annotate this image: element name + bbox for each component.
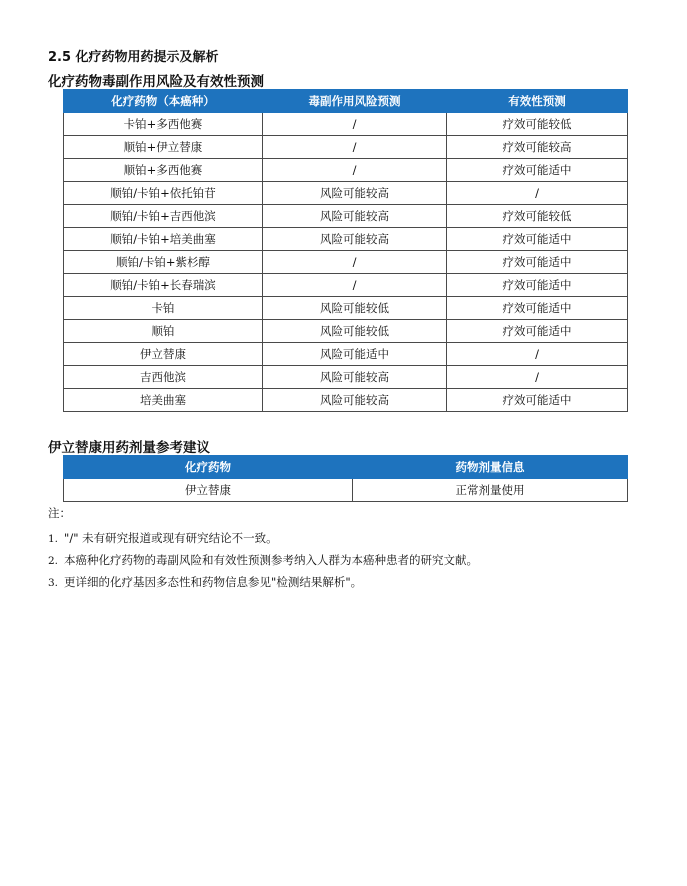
column-header-drug: 化疗药物（本癌种） <box>64 90 263 113</box>
column-header-drug: 化疗药物 <box>64 456 353 479</box>
efficacy-cell: 疗效可能适中 <box>447 320 628 343</box>
table-row <box>64 389 628 412</box>
table-row <box>64 205 628 228</box>
column-header-dose-info: 药物剂量信息 <box>353 456 628 479</box>
table1-title: 化疗药物毒副作用风险及有效性预测 <box>48 74 264 90</box>
table-row <box>64 251 628 274</box>
table-row <box>64 320 628 343</box>
table-row <box>64 297 628 320</box>
drug-cell: 顺铂/卡铂+紫杉醇 <box>64 251 263 274</box>
toxicity-cell: 风险可能较高 <box>263 205 447 228</box>
toxicity-cell: 风险可能较低 <box>263 320 447 343</box>
efficacy-cell: 疗效可能较低 <box>447 205 628 228</box>
table-row <box>64 479 628 502</box>
efficacy-cell: 疗效可能适中 <box>447 389 628 412</box>
note-item <box>48 549 478 571</box>
toxicity-cell: 风险可能较高 <box>263 366 447 389</box>
toxicity-cell: / <box>263 251 447 274</box>
toxicity-cell: 风险可能较高 <box>263 182 447 205</box>
table-row <box>64 228 628 251</box>
drug-cell: 培美曲塞 <box>64 389 263 412</box>
toxicity-cell: / <box>263 136 447 159</box>
notes-heading: 注： <box>48 506 71 520</box>
efficacy-cell: / <box>447 343 628 366</box>
toxicity-cell: 风险可能较低 <box>263 297 447 320</box>
note-number: 2. <box>48 555 59 567</box>
note-text: 更详细的化疗基因多态性和药物信息参见"检测结果解析"。 <box>64 575 363 589</box>
efficacy-cell: 疗效可能适中 <box>447 274 628 297</box>
table-row <box>64 182 628 205</box>
table-row <box>64 366 628 389</box>
drug-cell: 吉西他滨 <box>64 366 263 389</box>
note-item <box>48 571 478 593</box>
note-text: "/" 未有研究报道或现有研究结论不一致。 <box>64 531 278 545</box>
table-row <box>64 274 628 297</box>
toxicity-cell: / <box>263 274 447 297</box>
efficacy-cell: 疗效可能较高 <box>447 136 628 159</box>
efficacy-cell: 疗效可能适中 <box>447 228 628 251</box>
note-text: 本癌种化疗药物的毒副风险和有效性预测参考纳入人群为本癌种患者的研究文献。 <box>64 553 479 567</box>
dose-info-cell: 正常剂量使用 <box>353 479 628 502</box>
notes-section <box>48 505 478 593</box>
chemo-risk-efficacy-table <box>63 89 628 412</box>
table-row <box>64 159 628 182</box>
efficacy-cell: / <box>447 366 628 389</box>
drug-cell: 卡铂+多西他赛 <box>64 113 263 136</box>
efficacy-cell: 疗效可能较低 <box>447 113 628 136</box>
drug-cell: 伊立替康 <box>64 343 263 366</box>
toxicity-cell: / <box>263 113 447 136</box>
efficacy-cell: 疗效可能适中 <box>447 251 628 274</box>
drug-cell: 顺铂/卡铂+长春瑞滨 <box>64 274 263 297</box>
table-row <box>64 343 628 366</box>
efficacy-cell: 疗效可能适中 <box>447 159 628 182</box>
dose-recommendation-table <box>63 455 628 502</box>
efficacy-cell: 疗效可能适中 <box>447 297 628 320</box>
toxicity-cell: / <box>263 159 447 182</box>
drug-cell: 顺铂+多西他赛 <box>64 159 263 182</box>
drug-cell: 伊立替康 <box>64 479 353 502</box>
table2-title: 伊立替康用药剂量参考建议 <box>48 440 210 456</box>
toxicity-cell: 风险可能较高 <box>263 228 447 251</box>
drug-cell: 顺铂/卡铂+吉西他滨 <box>64 205 263 228</box>
drug-cell: 顺铂+伊立替康 <box>64 136 263 159</box>
drug-cell: 顺铂/卡铂+培美曲塞 <box>64 228 263 251</box>
drug-cell: 顺铂 <box>64 320 263 343</box>
toxicity-cell: 风险可能适中 <box>263 343 447 366</box>
column-header-efficacy: 有效性预测 <box>447 90 628 113</box>
table-row <box>64 113 628 136</box>
drug-cell: 顺铂/卡铂+依托铂苷 <box>64 182 263 205</box>
toxicity-cell: 风险可能较高 <box>263 389 447 412</box>
efficacy-cell: / <box>447 182 628 205</box>
note-number: 3. <box>48 577 59 589</box>
column-header-toxicity: 毒副作用风险预测 <box>263 90 447 113</box>
table-header-row <box>64 456 628 479</box>
note-number: 1. <box>48 533 59 545</box>
section-title: 2.5 化疗药物用药提示及解析 <box>48 50 219 65</box>
note-item <box>48 527 478 549</box>
drug-cell: 卡铂 <box>64 297 263 320</box>
table-row <box>64 136 628 159</box>
table-header-row <box>64 90 628 113</box>
